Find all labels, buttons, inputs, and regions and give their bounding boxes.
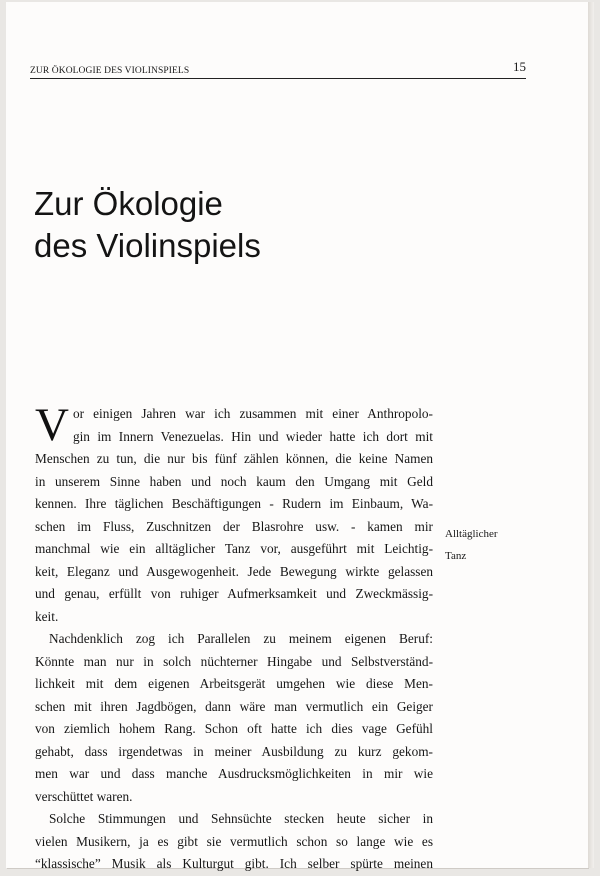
text-line: men war und dass manche Ausdrucksmöglichkeiten in mir wie xyxy=(35,766,433,781)
paragraph-2 xyxy=(35,628,433,808)
text-line: keit, Eleganz und Ausgewogenheit. Jede Bewegung wirkte gelassen xyxy=(35,563,433,579)
text-line: gin im Innern Venezuelas. Hin und wieder hatte ich dort mit xyxy=(72,428,433,444)
book-page xyxy=(6,2,588,871)
chapter-title-line-2: des Violinspiels xyxy=(34,227,261,264)
paragraph-3 xyxy=(35,808,433,876)
chapter-title-line-1: Zur Ökologie xyxy=(34,185,223,222)
text-line: schen mit ihren Jagdbögen, dann wäre man vermutlich ein Geiger xyxy=(35,698,433,714)
text-line: keit. xyxy=(35,608,59,624)
margin-note-line-1: Alltäglicher xyxy=(445,528,498,540)
chapter-title xyxy=(34,183,261,267)
text-line: lichkeit mit dem eigenen Arbeitsgerät umgehen wie diese Men- xyxy=(35,676,433,691)
margin-note-line-2: Tanz xyxy=(445,550,467,562)
text-line: Könnte man nur in solch nüchterner Hingabe und Selbstverständ- xyxy=(35,653,433,669)
text-line: und genau, erfüllt von ruhiger Aufmerksamkeit und Zweckmässig- xyxy=(35,586,433,601)
text-line: vielen Musikern, ja es gibt sie vermutlich schon so lange wie es xyxy=(35,833,433,849)
running-header xyxy=(30,60,526,79)
text-line: Menschen zu tun, die nur bis fünf zählen können, die keine Namen xyxy=(35,451,433,466)
text-line: gehabt, dass irgendetwas in meiner Ausbildung zu kurz gekom- xyxy=(35,743,433,759)
text-line: schen im Fluss, Zuschnitzen der Blasrohre usw. - kamen mir xyxy=(35,518,433,534)
running-title: ZUR ÖKOLOGIE DES VIOLINSPIELS xyxy=(30,66,190,76)
text-line: Nachdenklich zog ich Parallelen zu meinem eigenen Beruf: xyxy=(49,631,433,646)
body-text xyxy=(35,399,433,876)
margin-note xyxy=(445,523,498,567)
text-line: manchmal wie ein alltäglicher Tanz vor, ausgeführt mit Leichtig- xyxy=(35,541,433,556)
text-line: Solche Stimmungen und Sehnsüchte stecken heute sicher in xyxy=(49,811,433,826)
text-line: kennen. Ihre täglichen Beschäftigungen - Rudern im Einbaum, Wa- xyxy=(35,496,433,511)
page-number: 15 xyxy=(513,59,526,74)
text-line: “klassische” Musik als Kulturgut gibt. Ich selber spürte meinen xyxy=(35,856,433,871)
drop-cap: V xyxy=(35,399,69,451)
paragraph-1 xyxy=(35,399,433,628)
text-line: or einigen Jahren war ich zusammen mit einer Anthropolo- xyxy=(72,406,433,421)
text-line: in unserem Sinne haben und noch kaum den Umgang mit Geld xyxy=(35,473,433,489)
text-line: verschüttet waren. xyxy=(35,788,133,804)
text-line: von ziemlich hohem Rang. Schon oft hatte ich dies vage Gefühl xyxy=(35,721,433,736)
